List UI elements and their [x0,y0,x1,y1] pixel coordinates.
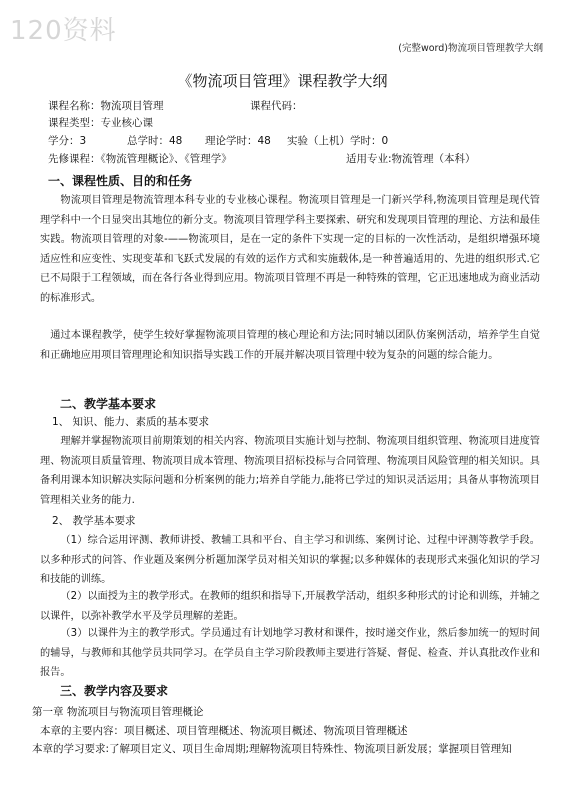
course-name: 课程名称：物流项目管理 [48,100,164,112]
credit: 学分：3 [48,135,87,147]
section-2-subheading-2: 2、 教学基本要求 [52,515,136,527]
section-2-paragraph-2: （1）综合运用评测、教师讲授、教辅工具和平台、自主学习和训练、案例讨论、过程中评测等教学手段。以多种形式的问答、作业题及案例分析题加深学员对相关知识的掌握;以多种媒体的表现形式来强化知识的学习和技能的训练。 [40,535,540,585]
prerequisite: 先修课程：《物流管理概论》、《管理学》 [48,153,232,165]
chapter-1-content: 本章的主要内容：项目概述、项目管理概述、物流项目概述、物流项目管理概述 [40,725,408,737]
lab-hours: 实验（上机）学时：0 [287,135,389,147]
section-2-paragraph-3: （2）以面授为主的教学形式。在教师的组织和指导下,开展教学活动，组织多种形式的讨论和训练，并辅之以课件，以弥补教学水平及学员理解的差距。 [40,591,540,622]
applicable-major: 适用专业:物流管理（本科） [346,153,476,165]
course-type: 课程类型：专业核心课 [48,117,153,129]
section-3-heading: 三、教学内容及要求 [60,684,169,698]
header-note: (完整word)物流项目管理教学大纲 [398,43,543,54]
section-2-paragraph-1: 理解并掌握物流项目前期策划的相关内容、物流项目实施计划与控制、物流项目组织管理、物流项目进度管理、物流项目质量管理、物流项目成本管理、物流项目招标投标与合同管理、物流项目风险管理的相关知识。具备利用课本知识解决实际问题和分析案例的能力;培养自学能力,能将已学过的知识灵活运用；具备从事物流项目管理相关业务的能力. [40,436,540,506]
section-2-subheading-1: 1、 知识、能力、素质的基本要求 [52,416,210,428]
page-title: 《物流项目管理》课程教学大纲 [177,72,388,90]
section-1-paragraph-1: 物流项目管理是物流管理本科专业的专业核心课程。物流项目管理是一门新兴学科,物流项目管理是现代管理学科中一个日显突出其地位的新分支。物流项目管理学科主要探索、研究和发现项目管理的理论、方法和最佳实践。物流项目管理的对象-——物流项目，是在一定的条件下实现一定的目标的一次性活动，是组织增强环境适应性和应变性、实现变革和飞跃式发展的有效的运作方式和实施载体,是一种普遍适用的、先进的组织形式.它已不局限于工程领域，而在各行各业得到应用。物流项目管理不再是一种特殊的管理，它正迅速地成为商业活动的标准形式。 [40,195,540,304]
total-hours: 总学时：48 [127,135,183,147]
theory-hours: 理论学时：48 [205,135,271,147]
section-2-heading: 二、教学基本要求 [60,397,157,411]
section-1-heading: 一、课程性质、目的和任务 [48,174,193,188]
watermark: 120资料 [10,16,117,46]
chapter-1-title: 第一章 物流项目与物流项目管理概论 [32,706,204,718]
chapter-1-requirement: 本章的学习要求:了解项目定义、项目生命周期;理解物流项目特殊性、物流项目新发展；掌握项目管理知 [32,743,512,755]
section-1-paragraph-2: 通过本课程教学，使学生较好掌握物流项目管理的核心理论和方法;同时辅以团队仿案例活动，培养学生自觉和正确地应用项目管理理论和知识指导实践工作的开展并解决项目管理中较为复杂的问题的综合能力。 [40,330,540,361]
section-2-paragraph-4: （3）以课件为主的教学形式。学员通过有计划地学习教材和课件，按时递交作业，然后参加统一的短时间的辅导，与教师和其他学员共同学习。在学员自主学习阶段教师主要进行答疑、督促、检查、并认真批改作业和报告。 [40,628,540,678]
course-code: 课程代码： [250,100,303,112]
